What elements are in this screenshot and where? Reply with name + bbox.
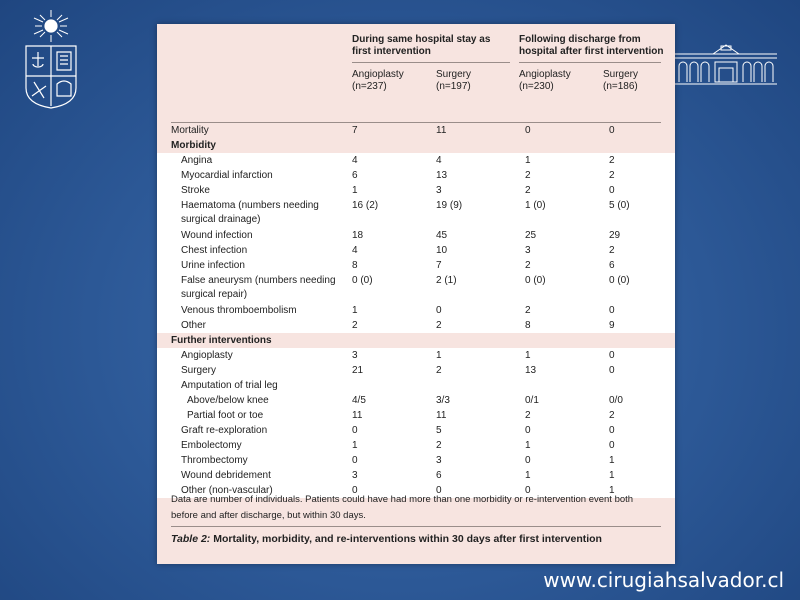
cell-value: 3 — [352, 350, 358, 361]
row-label: Wound infection — [181, 230, 253, 241]
caption-text: Mortality, morbidity, and re-interventions within 30 days after first intervention — [210, 533, 602, 545]
cell-value: 5 — [436, 425, 442, 436]
footer-website-url: www.cirugiahsalvador.cl — [543, 568, 784, 592]
group-rule-1 — [352, 62, 510, 63]
cell-value: 3 — [436, 185, 442, 196]
column-n: (n=230) — [519, 81, 554, 92]
cell-value: 0 — [609, 185, 615, 196]
cell-value: 0 — [525, 455, 531, 466]
row-label: Urine infection — [181, 260, 245, 271]
cell-value: 0 — [609, 365, 615, 376]
row-label: Haematoma (numbers needing surgical drainage) — [181, 200, 319, 225]
cell-value: 0 — [525, 125, 531, 136]
row-label: Venous thromboembolism — [181, 305, 297, 316]
cell-value: 0 — [436, 305, 442, 316]
cell-value: 11 — [352, 410, 363, 421]
cell-value: 16 (2) — [352, 200, 379, 211]
table-row — [157, 258, 675, 273]
cell-value: 1 (0) — [525, 200, 546, 211]
cell-value: 2 — [436, 365, 442, 376]
cell-value: 0 — [609, 440, 615, 451]
table-row — [157, 333, 675, 348]
row-label: Embolectomy — [181, 440, 242, 451]
table-row — [157, 453, 675, 468]
row-label: Surgery — [181, 365, 217, 376]
cell-value: 2 — [609, 155, 615, 166]
cell-value: 3 — [525, 245, 531, 256]
cell-value: 6 — [436, 470, 442, 481]
row-label: Angina — [181, 155, 213, 166]
cell-value: 0 — [352, 425, 358, 436]
column-name: Angioplasty — [352, 69, 404, 80]
cell-value: 0 (0) — [525, 275, 546, 286]
caption-label: Table 2: — [171, 533, 211, 545]
column-header-2 — [436, 69, 471, 93]
cell-value: 0 — [352, 455, 358, 466]
cell-value: 0 — [609, 125, 615, 136]
cell-value: 2 (1) — [436, 275, 457, 286]
table-row — [157, 198, 675, 228]
caption-rule — [171, 526, 661, 527]
cell-value: 10 — [436, 245, 448, 256]
row-label: Partial foot or toe — [187, 410, 264, 421]
table-row — [157, 168, 675, 183]
column-name: Angioplasty — [519, 69, 571, 80]
cell-value: 7 — [352, 125, 358, 136]
cell-value: 1 — [352, 440, 358, 451]
cell-value: 0 — [525, 425, 531, 436]
cell-value: 2 — [609, 410, 615, 421]
cell-value: 2 — [436, 440, 442, 451]
group-rule-2 — [519, 62, 661, 63]
cell-value: 2 — [609, 170, 615, 181]
column-name: Surgery — [436, 69, 472, 80]
cell-value: 1 — [525, 470, 531, 481]
cell-value: 25 — [525, 230, 537, 241]
row-label: Amputation of trial leg — [181, 380, 278, 391]
cell-value: 0 — [352, 485, 358, 496]
table-row — [157, 183, 675, 198]
cell-value: 0 (0) — [609, 275, 630, 286]
column-n: (n=186) — [603, 81, 638, 92]
row-label: Mortality — [171, 125, 209, 136]
cell-value: 3/3 — [436, 395, 450, 406]
row-label: Chest infection — [181, 245, 248, 256]
table-row — [157, 468, 675, 483]
row-label: Angioplasty — [181, 350, 233, 361]
table-row — [157, 303, 675, 318]
cell-value: 0 — [436, 485, 442, 496]
row-label: Above/below knee — [187, 395, 269, 406]
cell-value: 3 — [436, 455, 442, 466]
cell-value: 5 (0) — [609, 200, 630, 211]
table-row — [157, 393, 675, 408]
table-row — [157, 138, 675, 153]
group-header-after-discharge: Following discharge from hospital after first intervention — [519, 34, 664, 57]
row-label: Wound debridement — [181, 470, 271, 481]
column-header-1 — [352, 69, 404, 93]
table-footnote: Data are number of individuals. Patients could have had more than one morbidity or re-intervention event both before and after discharge, but within 30 days. — [171, 494, 634, 521]
row-label: Morbidity — [171, 140, 216, 151]
cell-value: 2 — [525, 410, 531, 421]
cell-value: 6 — [609, 260, 615, 271]
cell-value: 2 — [525, 260, 531, 271]
group-header-same-stay: During same hospital stay as first intervention — [352, 34, 491, 57]
table-row — [157, 438, 675, 453]
hospital-building-logo — [673, 42, 779, 88]
column-header-3 — [519, 69, 571, 93]
cell-value: 8 — [525, 320, 531, 331]
table-body — [157, 123, 675, 498]
cell-value: 13 — [436, 170, 448, 181]
cell-value: 0 (0) — [352, 275, 373, 286]
column-n: (n=197) — [436, 81, 471, 92]
cell-value: 1 — [609, 470, 615, 481]
cell-value: 1 — [609, 485, 615, 496]
cell-value: 2 — [525, 305, 531, 316]
cell-value: 2 — [525, 185, 531, 196]
cell-value: 2 — [609, 245, 615, 256]
table-row — [157, 123, 675, 138]
cell-value: 0 — [609, 350, 615, 361]
cell-value: 1 — [609, 455, 615, 466]
cell-value: 1 — [525, 155, 531, 166]
table-caption — [171, 532, 661, 546]
cell-value: 8 — [352, 260, 358, 271]
cell-value: 2 — [436, 320, 442, 331]
row-label: Further interventions — [171, 335, 272, 346]
cell-value: 0 — [609, 305, 615, 316]
cell-value: 19 (9) — [436, 200, 463, 211]
column-n: (n=237) — [352, 81, 387, 92]
cell-value: 21 — [352, 365, 364, 376]
cell-value: 0 — [609, 425, 615, 436]
table-row — [157, 363, 675, 378]
cell-value: 4 — [352, 245, 358, 256]
row-label: Other (non-vascular) — [181, 485, 273, 496]
table-row — [157, 423, 675, 438]
cell-value: 1 — [352, 185, 358, 196]
row-label: Myocardial infarction — [181, 170, 273, 181]
cell-value: 4/5 — [352, 395, 366, 406]
table-card — [157, 24, 675, 564]
cell-value: 1 — [525, 440, 531, 451]
row-label: False aneurysm (numbers needing surgical repair) — [181, 275, 336, 300]
cell-value: 18 — [352, 230, 364, 241]
cell-value: 2 — [352, 320, 358, 331]
column-name: Surgery — [603, 69, 639, 80]
cell-value: 13 — [525, 365, 537, 376]
cell-value: 4 — [436, 155, 442, 166]
table-row — [157, 348, 675, 363]
table-row — [157, 318, 675, 333]
column-header-4 — [603, 69, 638, 93]
table-row — [157, 378, 675, 393]
cell-value: 0/0 — [609, 395, 623, 406]
cell-value: 2 — [525, 170, 531, 181]
cell-value: 1 — [352, 305, 358, 316]
table-row — [157, 228, 675, 243]
cell-value: 6 — [352, 170, 358, 181]
row-label: Thrombectomy — [181, 455, 248, 466]
cell-value: 29 — [609, 230, 621, 241]
row-label: Graft re-exploration — [181, 425, 268, 436]
cell-value: 9 — [609, 320, 615, 331]
table-row — [157, 153, 675, 168]
cell-value: 1 — [525, 350, 531, 361]
university-crest-logo — [22, 8, 80, 110]
row-label: Other — [181, 320, 207, 331]
table-row — [157, 408, 675, 423]
table-row — [157, 273, 675, 303]
cell-value: 1 — [436, 350, 442, 361]
table-row — [157, 243, 675, 258]
cell-value: 45 — [436, 230, 448, 241]
cell-value: 0/1 — [525, 395, 539, 406]
cell-value: 11 — [436, 410, 447, 421]
cell-value: 3 — [352, 470, 358, 481]
row-label: Stroke — [181, 185, 210, 196]
cell-value: 4 — [352, 155, 358, 166]
cell-value: 7 — [436, 260, 442, 271]
cell-value: 0 — [525, 485, 531, 496]
cell-value: 11 — [436, 125, 447, 136]
